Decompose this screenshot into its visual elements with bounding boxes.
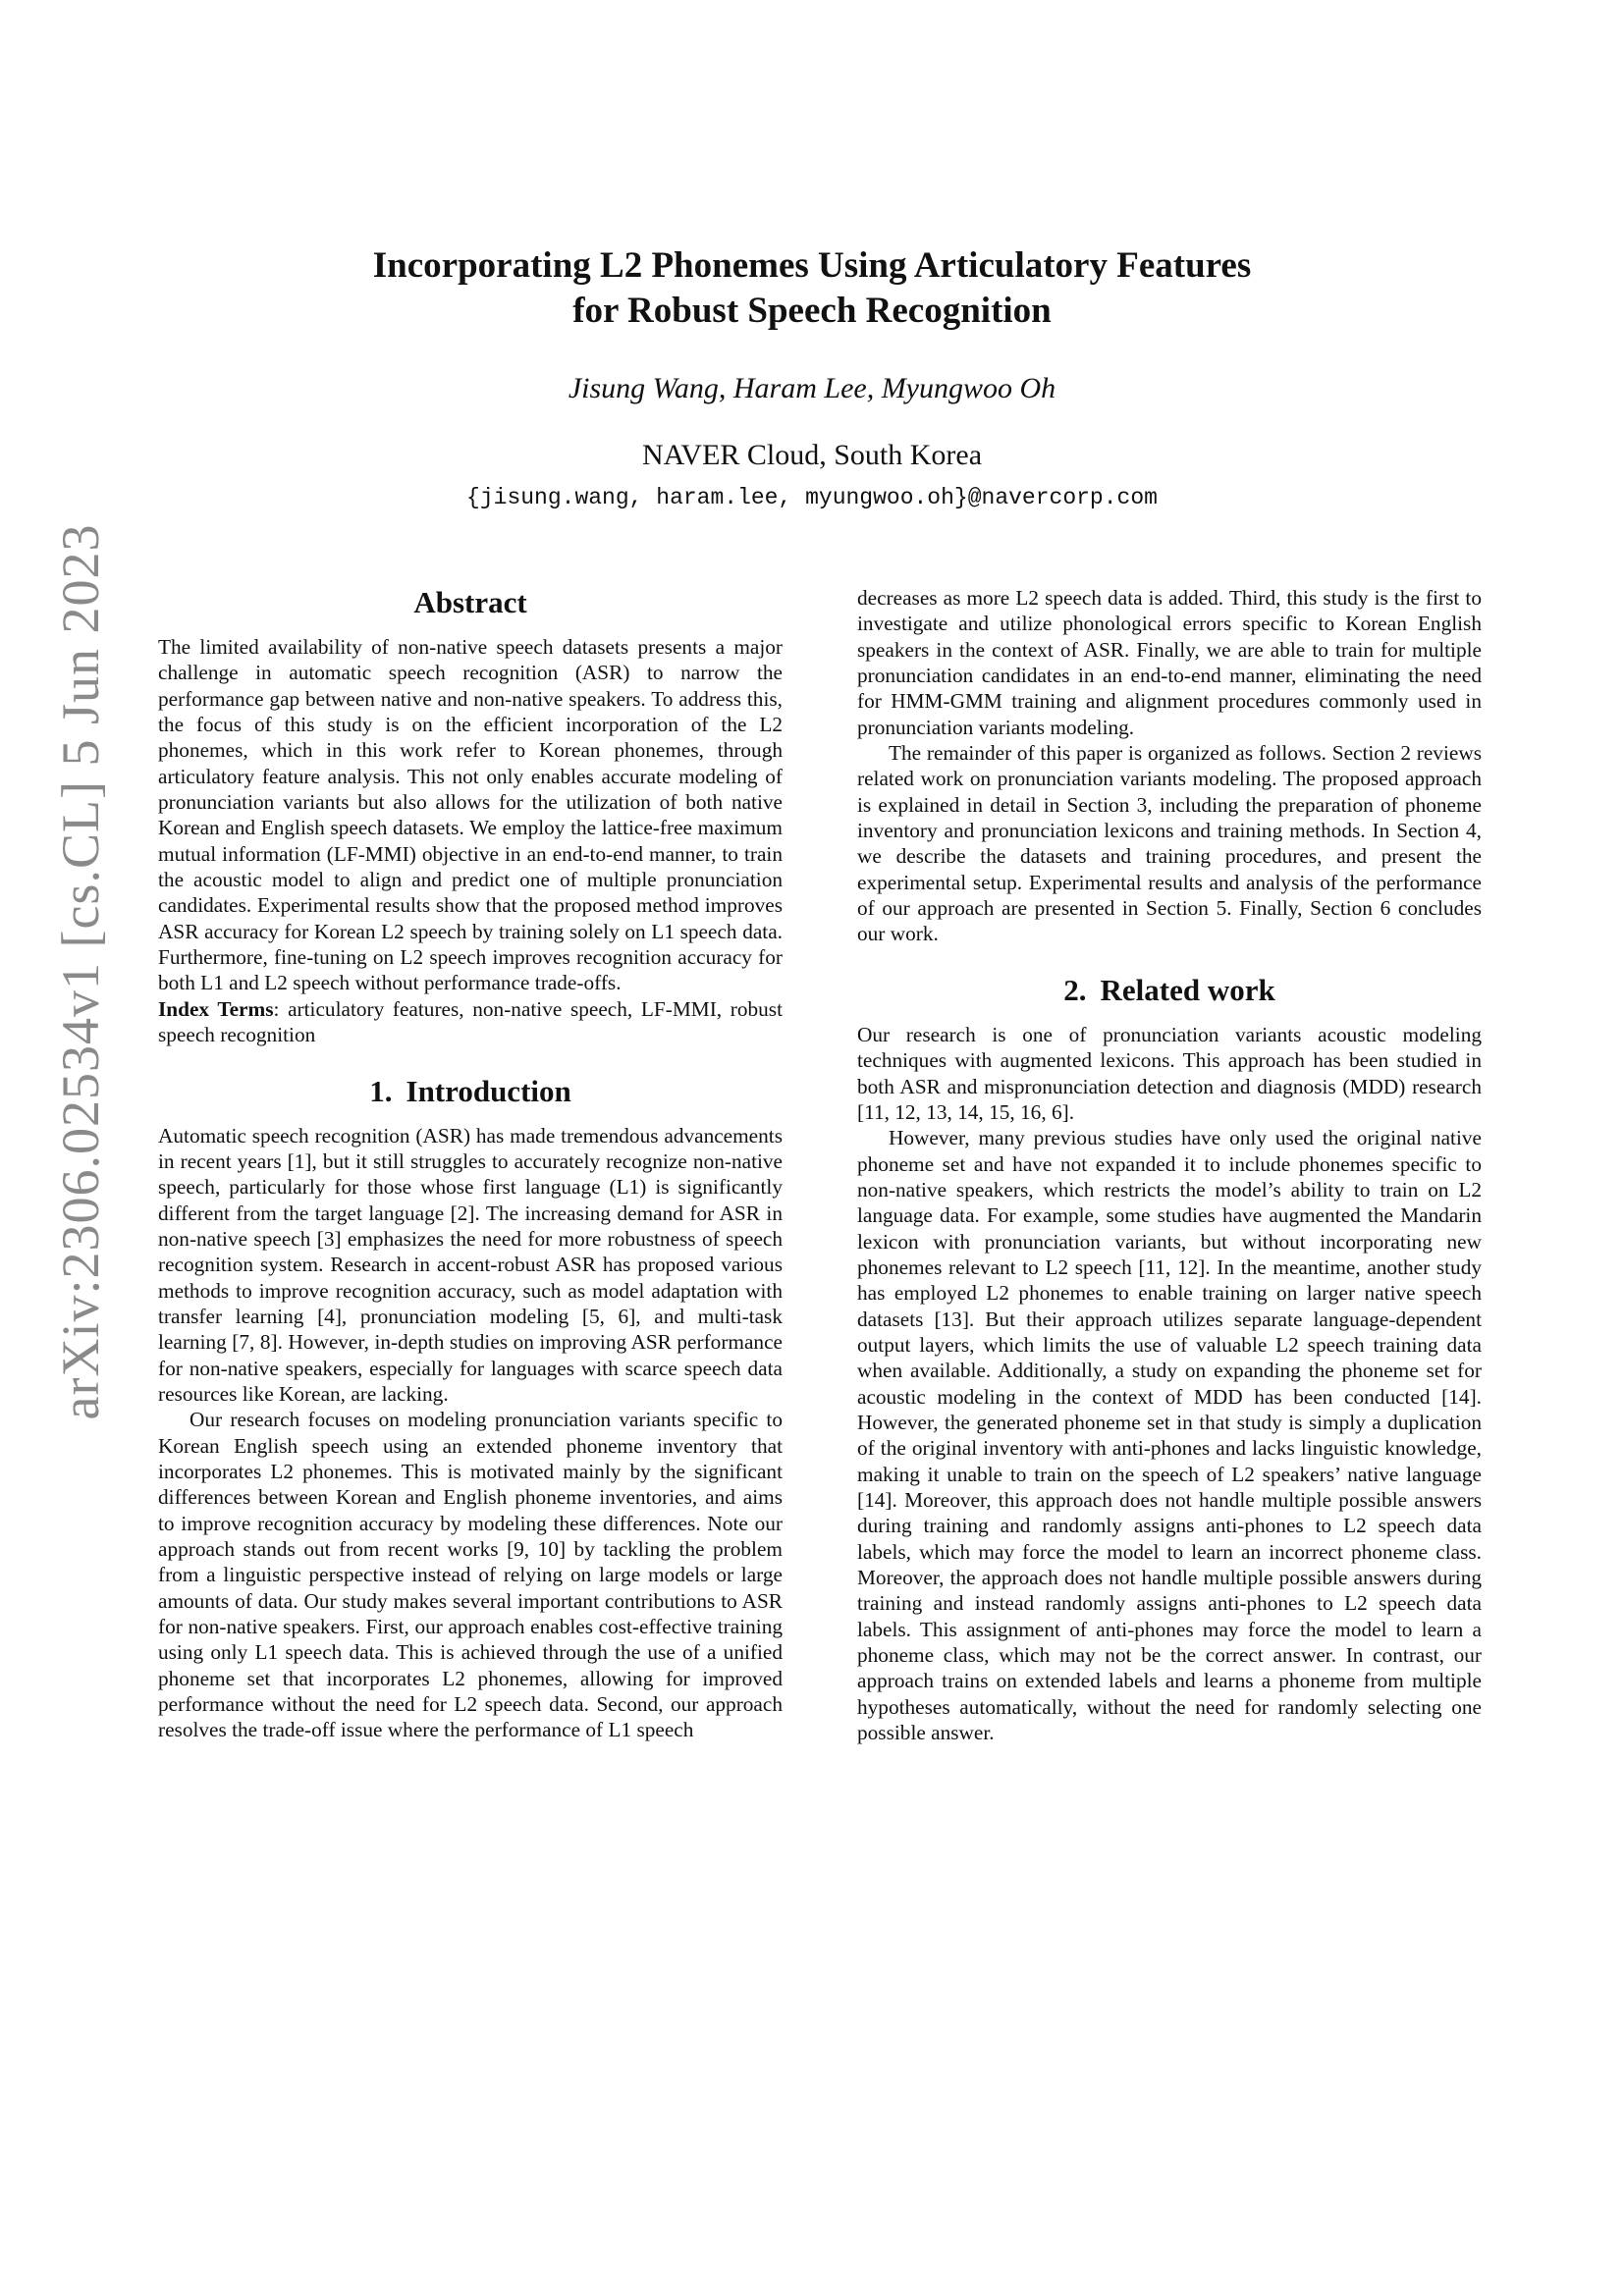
- intro-paragraph-1: Automatic speech recognition (ASR) has made tremendous advancements in recent years [1], but it still struggles to accurately recognize non-native speech, particularly for those whose first language (L1) is significantly different from the target language [2]. The increasing demand for ASR in non-native speech [3] emphasizes the need for more robustness of speech recognition system. Research in accent-robust ASR has proposed various methods to improve recognition accuracy, such as model adaptation with transfer learning [4], pronunciation modeling [5, 6], and multi-task learning [7, 8]. However, in-depth studies on improving ASR performance for non-native speakers, especially for languages with scarce speech data resources like Korean, are lacking.: [158, 1123, 783, 1406]
- section-number: 2.: [1063, 972, 1087, 1007]
- paper-title: [157, 243, 1467, 334]
- section-title: Related work: [1100, 972, 1275, 1007]
- related-paragraph-1: Our research is one of pronunciation variants acoustic modeling techniques with augmented lexicons. This approach has been studied in both ASR and mispronunciation detection and diagnosis (MDD) research [11, 12, 13, 14, 15, 16, 6].: [857, 1022, 1482, 1124]
- index-terms: [158, 996, 783, 1048]
- author-list: Jisung Wang, Haram Lee, Myungwoo Oh: [568, 372, 1056, 404]
- related-paragraph-2: However, many previous studies have only used the original native phoneme set and have not expanded it to include phonemes specific to non-native speakers, which restricts the model’s ability to train on L2 language data. For example, some studies have augmented the Mandarin lexicon with pronunciation variants, but without incorporating new phonemes relevant to L2 speech [11, 12]. In the meantime, another study has employed L2 phonemes to enable training on larger native speech datasets [13]. But their approach utilizes separate language-dependent output layers, which limits the use of valuable L2 speech training data when available. Additionally, a study on expanding the phoneme set for acoustic modeling in the context of MDD has been conducted [14]. However, the generated phoneme set in that study is simply a duplication of the original inventory with anti-phones and lacks linguistic knowledge, making it unable to train on the speech of L2 speakers’ native language [14]. Moreover, this approach does not handle multiple possible answers during training and randomly assigns anti-phones to L2 speech data labels, which may force the model to learn an incorrect phoneme class. Moreover, the approach does not handle multiple possible answers during training and instead randomly assigns anti-phones to L2 speech data labels. This assignment of anti-phones may force the model to learn a phoneme class, which may not be the correct answer. In contrast, our approach trains on extended labels and learns a phoneme from multiple hypotheses automatically, without the need for randomly selecting one possible answer.: [857, 1126, 1482, 1745]
- title-line-2: for Robust Speech Recognition: [572, 291, 1052, 331]
- index-terms-text: : articulatory features, non-native speech, LF-MMI, robust speech recognition: [158, 996, 783, 1047]
- arxiv-identifier-stamp: [45, 285, 116, 1659]
- author-emails: {jisung.wang, haram.lee, myungwoo.oh}@navercorp.com: [466, 485, 1158, 510]
- section-heading-introduction: [158, 1074, 783, 1109]
- intro-paragraph-2: Our research focuses on modeling pronunciation variants specific to Korean English speech using an extended phoneme inventory that incorporates L2 phonemes. This is motivated mainly by the significant differences between Korean and English phoneme inventories, and aims to improve recognition accuracy by modeling these differences. Note our approach stands out from recent works [9, 10] by tackling the problem from a linguistic perspective instead of relying on large models or large amounts of data. Our study makes several important contributions to ASR for non-native speakers. First, our approach enables cost-effective training using only L1 speech data. This is achieved through the use of a unified phoneme set that incorporates L2 phonemes, allowing for improved performance without the need for L2 speech data. Second, our approach resolves the trade-off issue where the performance of L1 speech: [158, 1408, 783, 1742]
- title-line-1: Incorporating L2 Phonemes Using Articulatory Features: [372, 245, 1252, 286]
- intro-paragraph-3: The remainder of this paper is organized as follows. Section 2 reviews related work on pronunciation variants modeling. The proposed approach is explained in detail in Section 3, including the preparation of phoneme inventory and pronunciation lexicons and training methods. In Section 4, we describe the datasets and training procedures, and present the experimental setup. Experimental results and analysis of the performance of our approach are presented in Section 5. Finally, Section 6 concludes our work.: [857, 741, 1482, 946]
- abstract-heading: Abstract: [413, 585, 527, 619]
- right-column: [857, 585, 1482, 1745]
- section-title: Introduction: [406, 1073, 571, 1108]
- left-column: [158, 585, 783, 1743]
- abstract-text: The limited availability of non-native speech datasets presents a major challenge in automatic speech recognition (ASR) to narrow the performance gap between native and non-native speakers. To address this, the focus of this study is on the efficient incorporation of the L2 phonemes, which in this work refer to Korean phonemes, through articulatory feature analysis. This not only enables accurate modeling of pronunciation variants but also allows for the utilization of both native Korean and English speech datasets. We employ the lattice-free maximum mutual information (LF-MMI) objective in an end-to-end manner, to train the acoustic model to align and predict one of multiple pronunciation candidates. Experimental results show that the proposed method improves ASR accuracy for Korean L2 speech by training solely on L1 speech data. Furthermore, fine-tuning on L2 speech improves recognition accuracy for both L1 and L2 speech without performance trade-offs.: [158, 635, 783, 995]
- section-heading-related-work: [857, 973, 1482, 1008]
- affiliation: NAVER Cloud, South Korea: [641, 439, 983, 471]
- index-terms-label: Index Terms: [158, 996, 274, 1021]
- section-number: 1.: [369, 1073, 393, 1108]
- arxiv-id-text: arXiv:2306.02534v1 [cs.CL] 5 Jun 2023: [51, 523, 110, 1420]
- intro-paragraph-2-continued: decreases as more L2 speech data is added. Third, this study is the first to investigate and utilize phonological errors specific to Korean English speakers in the context of ASR. Finally, we are able to train for multiple pronunciation candidates in an end-to-end manner, eliminating the need for HMM-GMM training and alignment procedures commonly used in pronunciation variants modeling.: [857, 586, 1482, 739]
